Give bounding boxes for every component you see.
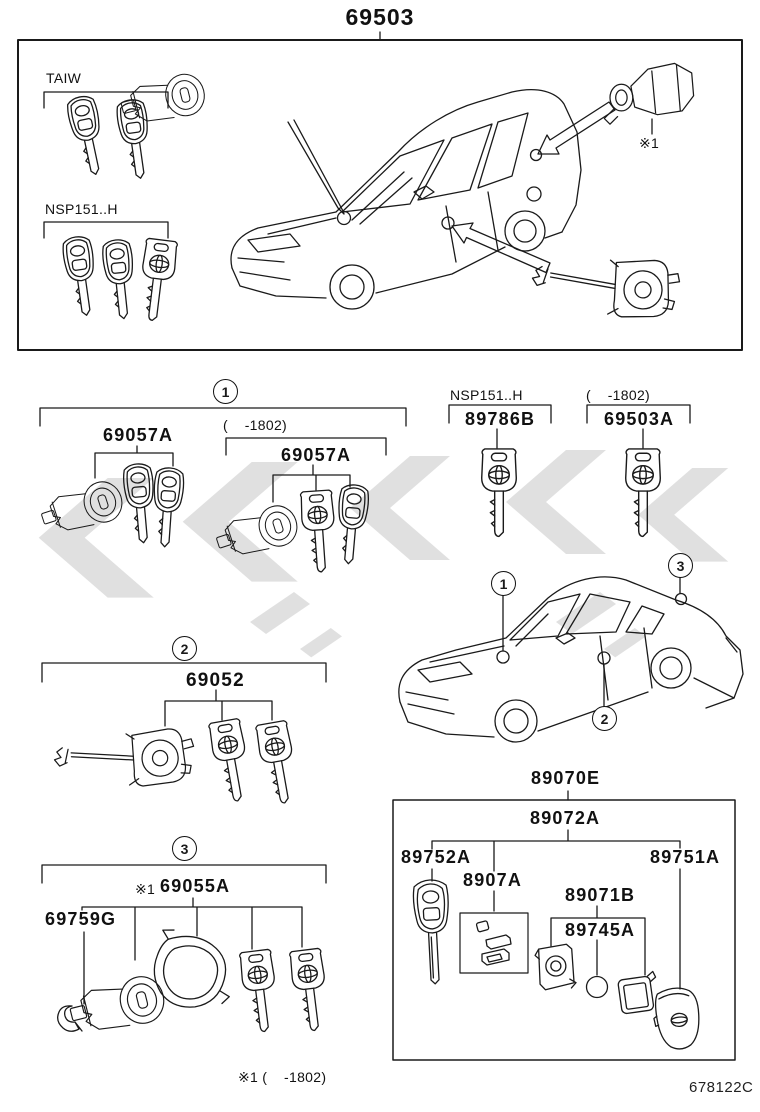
transmitter-parts [413,879,703,1051]
taiw-key-icon [65,94,155,180]
part-69057a-current: 69057A [103,425,174,445]
group3-callout-number: 3 [180,840,189,857]
key-set-taiw-label: TAIW [46,70,82,86]
master-key-a-icon [482,449,517,536]
part-89752a: 89752A [401,847,472,867]
car-callout-1 [491,571,516,596]
part-8907a: 8907A [463,870,523,890]
group2-parts [53,718,301,805]
group1-callout [213,379,238,404]
key-set-nsp-label: NSP151..H [45,201,118,217]
group2-callout [172,636,197,661]
doc-code: 678122C [689,1079,754,1096]
group2-callout-number: 2 [180,640,189,657]
group1-range-note: ( -1802) [223,417,287,433]
car-callout-2-number: 2 [600,710,609,727]
car-location-illustration [399,577,743,742]
group1-callout-number: 1 [221,383,230,400]
door-lock-icon [531,254,681,320]
part-69055a: 69055A [160,876,231,896]
car-callout-2 [592,706,617,731]
car-callout-1-number: 1 [499,575,508,592]
transmitter-box-frame [393,800,735,1060]
main-part-number: 69503 [345,4,415,30]
car-callout-3-number: 3 [676,557,685,574]
master-key-a-header: NSP151..H [450,387,523,403]
arrow-trunk [538,102,615,154]
part-69052: 69052 [186,670,245,691]
group3-ref-mark: ※1 [135,881,156,897]
part-89070e: 89070E [531,768,601,788]
nsp-key-icon [61,235,178,322]
car-callout-3 [668,553,693,578]
group3-callout [172,836,197,861]
part-89071b: 89071B [565,885,636,905]
trunk-lock-icon [604,63,693,124]
part-89745a: 89745A [565,920,636,940]
part-89072a: 89072A [530,808,601,828]
car-top-illustration [231,90,581,309]
part-89786b: 89786B [465,409,536,429]
footnote: ※1 ( -1802) [238,1069,327,1085]
part-89751a: 89751A [650,847,721,867]
group3-parts [58,928,331,1040]
trunk-lock-ref-mark: ※1 [639,135,660,151]
part-69057a-old: 69057A [281,445,352,465]
part-69759g: 69759G [45,909,117,929]
master-key-b-header: ( -1802) [586,387,650,403]
ignition-cylinder-icon [118,70,209,130]
part-69503a: 69503A [604,409,675,429]
